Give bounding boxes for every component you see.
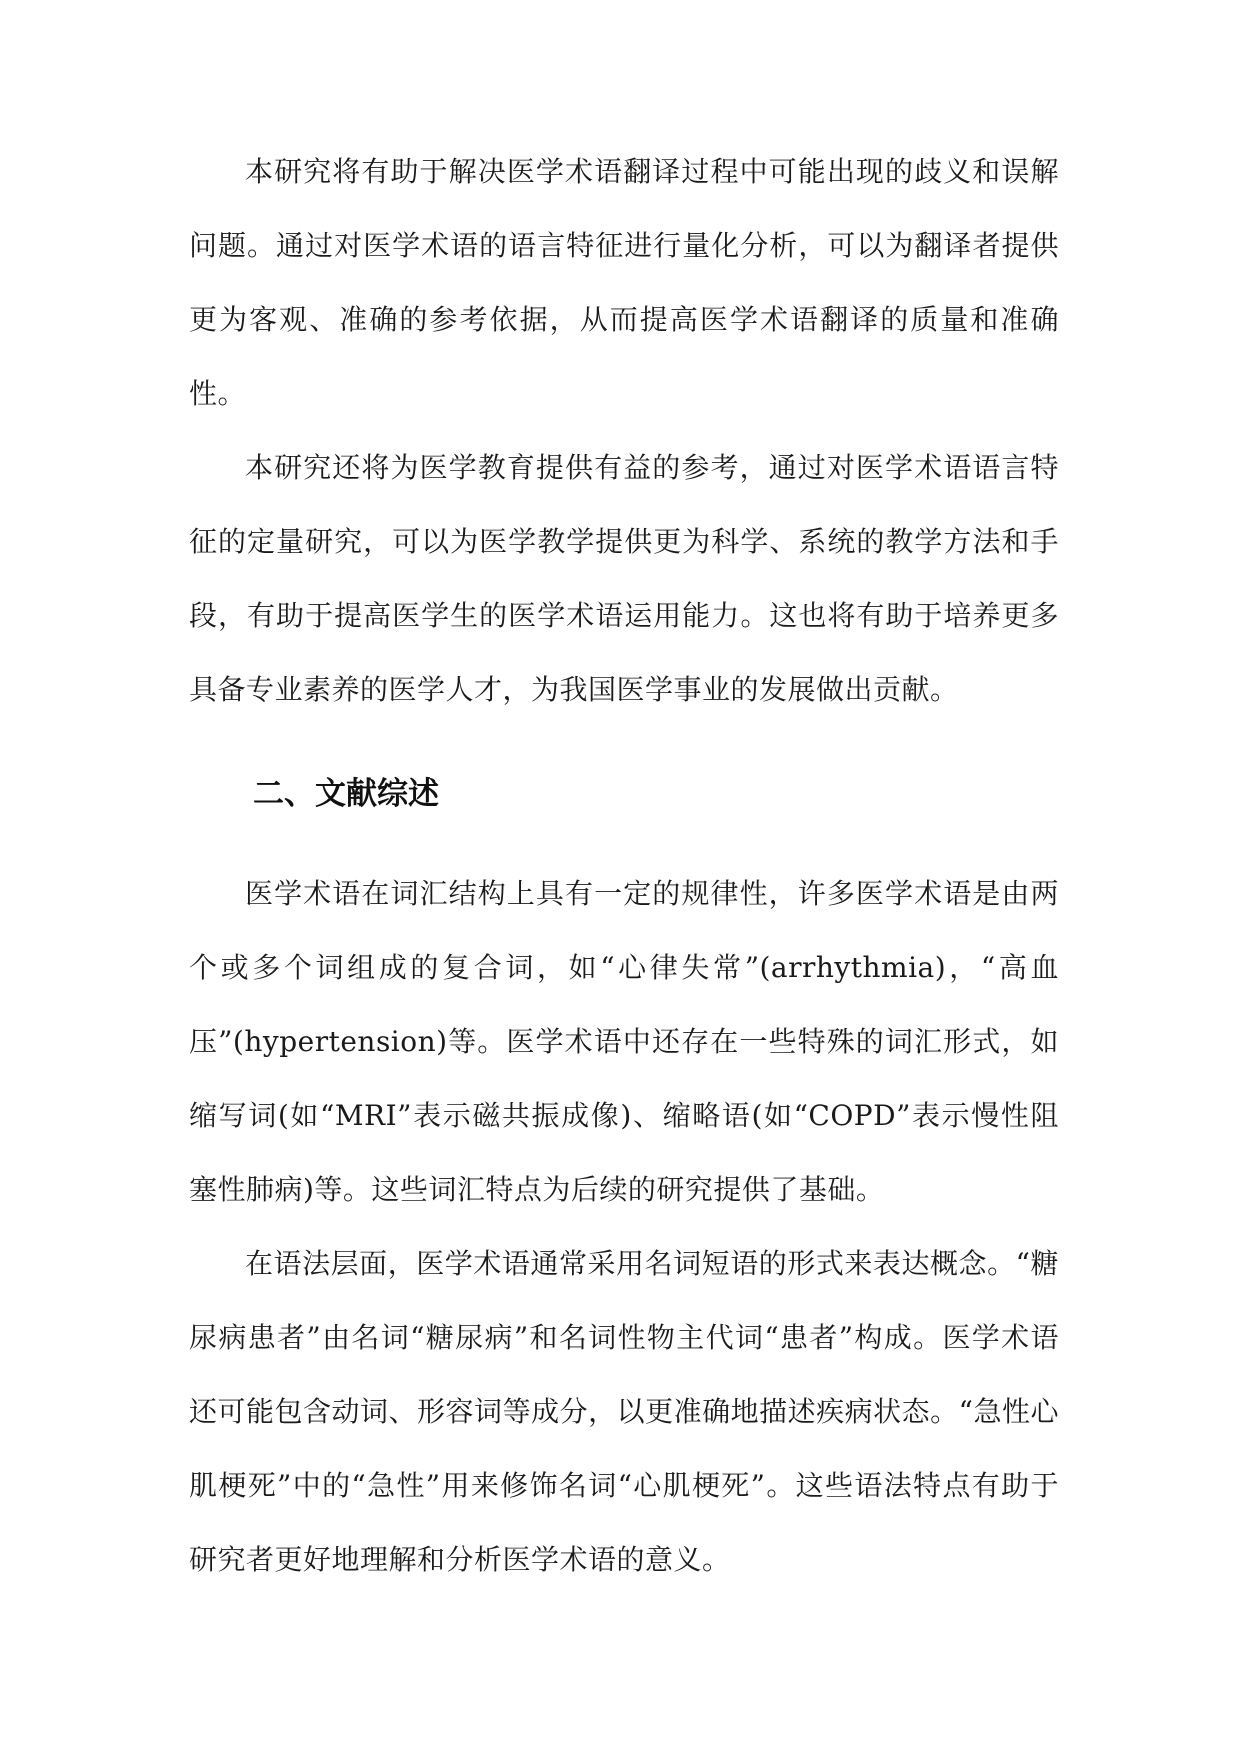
paragraph-translation-significance: 本研究将有助于解决医学术语翻译过程中可能出现的歧义和误解问题。通过对医学术语的语言特征进行量化分析，可以为翻译者提供更为客观、准确的参考依据，从而提高医学术语翻译的质量和准确性。: [189, 155, 1059, 410]
paragraph-grammatical-features: 在语法层面，医学术语通常采用名词短语的形式来表达概念。“糖尿病患者”由名词“糖尿病”和名词性物主代词“患者”构成。医学术语还可能包含动词、形容词等成分，以更准确地描述疾病状态。“急性心肌梗死”中的“急性”用来修饰名词“心肌梗死”。这些语法特点有助于研究者更好地理解和分析医学术语的意义。: [189, 1247, 1059, 1576]
section-heading-literature-review: 二、文献综述: [253, 776, 439, 812]
paragraph-education-significance: 本研究还将为医学教育提供有益的参考，通过对医学术语语言特征的定量研究，可以为医学教学提供更为科学、系统的教学方法和手段，有助于提高医学生的医学术语运用能力。这也将有助于培养更多具备专业素养的医学人才，为我国医学事业的发展做出贡献。: [189, 451, 1059, 706]
paragraph-lexical-features: 医学术语在词汇结构上具有一定的规律性，许多医学术语是由两个或多个词组成的复合词，如“心律失常”(arrhythmia)，“高血压”(hypertension)等。医学术语中还存在一些特殊的词汇形式，如缩写词(如“MRI”表示磁共振成像)、缩略语(如“COPD”表示慢性阻塞性肺病)等。这些词汇特点为后续的研究提供了基础。: [189, 877, 1059, 1206]
